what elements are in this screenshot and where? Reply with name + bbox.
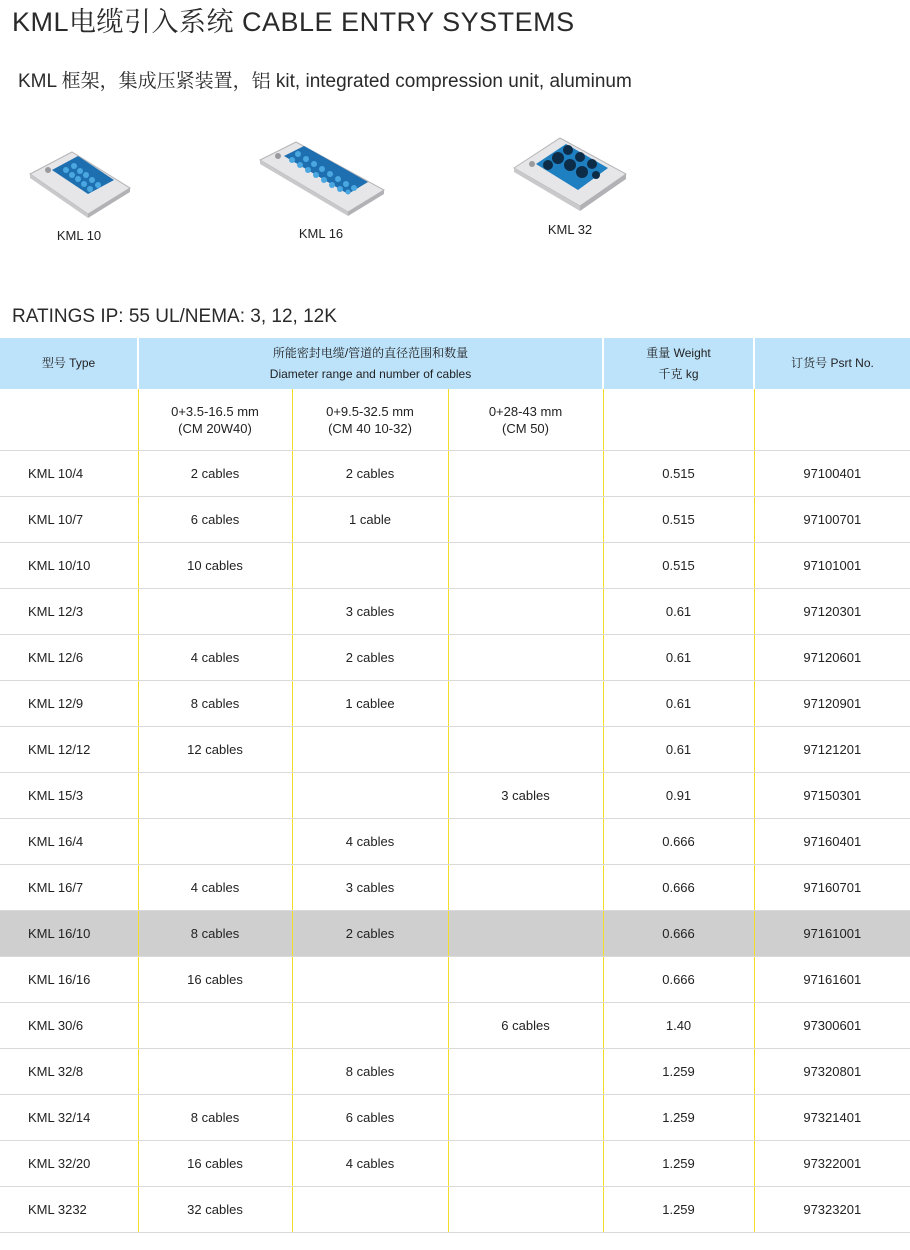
- cell-type: KML 12/9: [0, 681, 138, 727]
- table-row: [0, 497, 910, 543]
- table-row: [0, 865, 910, 911]
- header-weight: [603, 338, 754, 389]
- cell-range-1: 2 cables: [138, 451, 292, 497]
- cell-range-1: 8 cables: [138, 681, 292, 727]
- cell-weight: 0.515: [603, 451, 754, 497]
- cell-range-3: [448, 865, 603, 911]
- cell-weight: 0.61: [603, 589, 754, 635]
- cell-range-2: [292, 727, 448, 773]
- cell-weight: 0.91: [603, 773, 754, 819]
- kml-16-frame-image: [256, 138, 386, 220]
- cell-weight: 0.61: [603, 727, 754, 773]
- cell-type: KML 30/6: [0, 1003, 138, 1049]
- cell-part-no: 97322001: [754, 1141, 910, 1187]
- header-type: 型号 Type: [0, 338, 138, 389]
- cell-range-2: [292, 1003, 448, 1049]
- cell-weight: 1.259: [603, 1095, 754, 1141]
- table-row: [0, 911, 910, 957]
- cell-range-2: 6 cables: [292, 1095, 448, 1141]
- cell-range-3: [448, 635, 603, 681]
- cell-weight: 0.515: [603, 543, 754, 589]
- cell-type: KML 16/7: [0, 865, 138, 911]
- cell-range-2: 1 cable: [292, 497, 448, 543]
- cell-range-1: 16 cables: [138, 1141, 292, 1187]
- table-row: [0, 543, 910, 589]
- cell-range-3: [448, 1095, 603, 1141]
- product-label: KML 32: [547, 222, 593, 237]
- cell-range-2: [292, 543, 448, 589]
- table-row: [0, 1095, 910, 1141]
- cell-type: KML 10/4: [0, 451, 138, 497]
- table-row: [0, 681, 910, 727]
- page-subtitle: KML 框架，集成压紧装置，铝 kit, integrated compression unit, aluminum: [18, 71, 632, 92]
- cell-part-no: 97161601: [754, 957, 910, 1003]
- range-cell: [138, 389, 292, 451]
- cell-range-3: [448, 1141, 603, 1187]
- cell-type: KML 12/3: [0, 589, 138, 635]
- header-part-no: 订货号 Psrt No.: [754, 338, 910, 389]
- cell-range-3: 3 cables: [448, 773, 603, 819]
- cell-range-2: 3 cables: [292, 865, 448, 911]
- cell-range-2: 2 cables: [292, 451, 448, 497]
- cell-range-3: [448, 727, 603, 773]
- cell-range-1: 10 cables: [138, 543, 292, 589]
- cell-part-no: 97100701: [754, 497, 910, 543]
- range-value: 0+3.5-16.5 mm: [171, 403, 259, 419]
- header-diameter: [138, 338, 603, 389]
- cell-part-no: 97100401: [754, 451, 910, 497]
- cell-range-1: 16 cables: [138, 957, 292, 1003]
- cell-range-3: [448, 911, 603, 957]
- table-header: [0, 338, 910, 389]
- table-row: [0, 1141, 910, 1187]
- cell-range-1: [138, 1003, 292, 1049]
- cell-range-1: 8 cables: [138, 1095, 292, 1141]
- cell-range-2: 3 cables: [292, 589, 448, 635]
- header-weight-unit: 千克 kg: [658, 366, 699, 381]
- range-blank-cell: [603, 389, 754, 451]
- cell-range-3: [448, 681, 603, 727]
- cell-range-3: [448, 957, 603, 1003]
- cell-range-3: [448, 1187, 603, 1233]
- cell-range-2: 8 cables: [292, 1049, 448, 1095]
- cell-range-2: 4 cables: [292, 1141, 448, 1187]
- cell-type: KML 12/12: [0, 727, 138, 773]
- table-row: [0, 451, 910, 497]
- cell-range-1: 12 cables: [138, 727, 292, 773]
- table-body: [0, 389, 910, 1233]
- header-weight-label: 重量 Weight: [646, 345, 711, 360]
- range-blank-cell: [0, 389, 138, 451]
- cell-type: KML 32/20: [0, 1141, 138, 1187]
- range-module: (CM 40 10-32): [328, 420, 412, 436]
- cell-weight: 0.666: [603, 865, 754, 911]
- cell-range-3: [448, 1049, 603, 1095]
- cell-weight: 1.40: [603, 1003, 754, 1049]
- cell-part-no: 97121201: [754, 727, 910, 773]
- cell-part-no: 97323201: [754, 1187, 910, 1233]
- table-row: [0, 1049, 910, 1095]
- table-row: [0, 773, 910, 819]
- cell-range-3: [448, 543, 603, 589]
- cell-part-no: 97120601: [754, 635, 910, 681]
- page-title: KML电缆引入系统 CABLE ENTRY SYSTEMS: [12, 7, 575, 37]
- product-label: KML 16: [298, 226, 344, 241]
- cell-weight: 1.259: [603, 1187, 754, 1233]
- cell-range-2: [292, 957, 448, 1003]
- cell-range-1: 32 cables: [138, 1187, 292, 1233]
- cell-range-2: 2 cables: [292, 911, 448, 957]
- cell-type: KML 12/6: [0, 635, 138, 681]
- range-value: 0+28-43 mm: [488, 403, 563, 419]
- cell-part-no: 97120901: [754, 681, 910, 727]
- header-diameter-zh: 所能密封电缆/管道的直径范围和数量: [272, 345, 469, 360]
- range-module: (CM 20W40): [178, 420, 252, 436]
- cell-range-2: [292, 1187, 448, 1233]
- range-module: (CM 50): [502, 420, 549, 436]
- cell-range-3: [448, 497, 603, 543]
- cell-part-no: 97150301: [754, 773, 910, 819]
- cell-weight: 0.61: [603, 681, 754, 727]
- cell-range-3: 6 cables: [448, 1003, 603, 1049]
- cell-weight: 1.259: [603, 1049, 754, 1095]
- product-label: KML 10: [56, 228, 102, 243]
- table-row: [0, 819, 910, 865]
- range-blank-cell: [754, 389, 910, 451]
- cell-part-no: 97161001: [754, 911, 910, 957]
- range-value: 0+9.5-32.5 mm: [326, 403, 414, 419]
- cell-weight: 0.666: [603, 819, 754, 865]
- cell-range-1: 4 cables: [138, 865, 292, 911]
- cell-weight: 0.666: [603, 957, 754, 1003]
- header-diameter-en: Diameter range and number of cables: [269, 366, 472, 381]
- cell-type: KML 32/14: [0, 1095, 138, 1141]
- table-row: [0, 1187, 910, 1233]
- cell-range-3: [448, 451, 603, 497]
- cell-type: KML 16/16: [0, 957, 138, 1003]
- product-kml-10: [26, 148, 132, 243]
- cell-type: KML 3232: [0, 1187, 138, 1233]
- cell-type: KML 10/10: [0, 543, 138, 589]
- cell-part-no: 97300601: [754, 1003, 910, 1049]
- cell-weight: 0.61: [603, 635, 754, 681]
- cell-part-no: 97101001: [754, 543, 910, 589]
- table-row: [0, 589, 910, 635]
- cell-type: KML 15/3: [0, 773, 138, 819]
- table-row: [0, 1003, 910, 1049]
- cell-range-2: 1 cablee: [292, 681, 448, 727]
- cell-part-no: 97321401: [754, 1095, 910, 1141]
- cell-range-1: 8 cables: [138, 911, 292, 957]
- cell-range-2: 4 cables: [292, 819, 448, 865]
- cell-weight: 0.515: [603, 497, 754, 543]
- cell-range-2: [292, 773, 448, 819]
- range-cell: [448, 389, 603, 451]
- table-row: [0, 957, 910, 1003]
- cell-range-1: [138, 819, 292, 865]
- kml-10-frame-image: [26, 148, 132, 222]
- cell-range-1: [138, 1049, 292, 1095]
- cell-range-1: 4 cables: [138, 635, 292, 681]
- cell-range-1: [138, 589, 292, 635]
- table-row: [0, 635, 910, 681]
- cell-range-1: [138, 773, 292, 819]
- cell-part-no: 97160401: [754, 819, 910, 865]
- cell-weight: 1.259: [603, 1141, 754, 1187]
- cell-type: KML 32/8: [0, 1049, 138, 1095]
- table-row: [0, 727, 910, 773]
- cell-part-no: 97120301: [754, 589, 910, 635]
- cell-type: KML 16/10: [0, 911, 138, 957]
- cell-range-3: [448, 589, 603, 635]
- cell-range-3: [448, 819, 603, 865]
- range-cell: [292, 389, 448, 451]
- range-subheader-row: [0, 389, 910, 451]
- cable-entry-table: [0, 338, 910, 1233]
- cell-part-no: 97320801: [754, 1049, 910, 1095]
- cell-type: KML 10/7: [0, 497, 138, 543]
- cell-range-2: 2 cables: [292, 635, 448, 681]
- cell-weight: 0.666: [603, 911, 754, 957]
- cell-range-1: 6 cables: [138, 497, 292, 543]
- cell-part-no: 97160701: [754, 865, 910, 911]
- product-kml-32: [512, 134, 628, 237]
- ratings-line: RATINGS IP: 55 UL/NEMA: 3, 12, 12K: [12, 306, 337, 327]
- product-kml-16: [256, 138, 386, 241]
- kml-32-frame-image: [512, 134, 628, 216]
- cell-type: KML 16/4: [0, 819, 138, 865]
